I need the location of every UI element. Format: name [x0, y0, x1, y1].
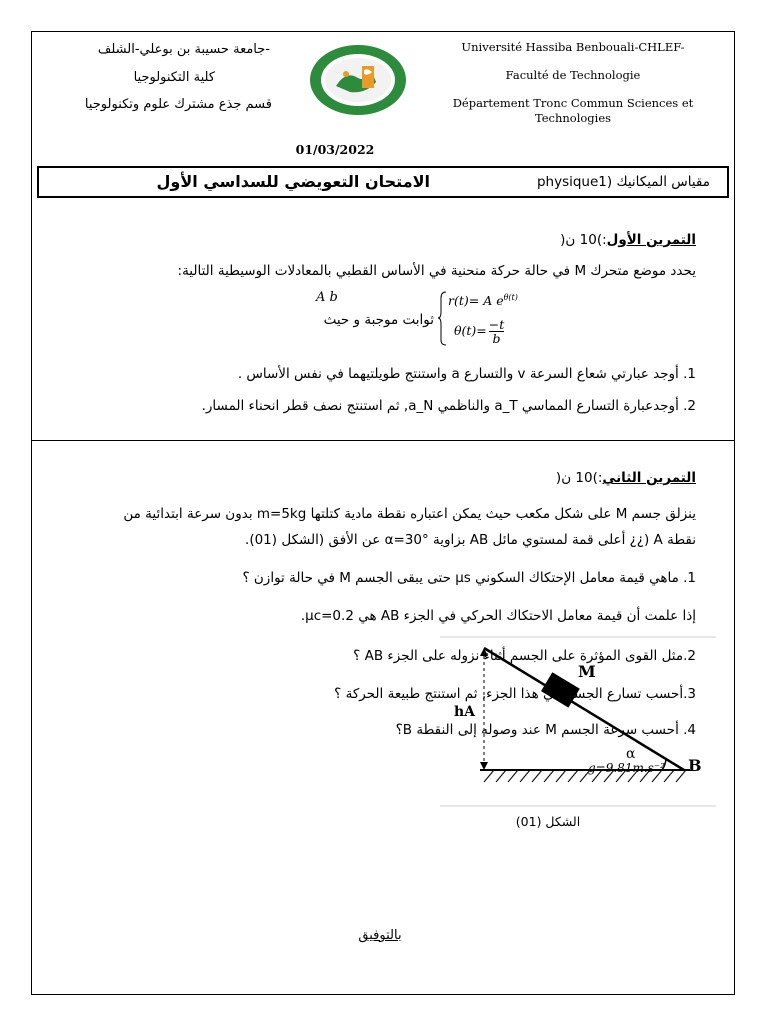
ex2-points: :)10 ن( [555, 470, 603, 486]
ex1-equation-theta: θ(t)= $\frac{-t}{b}$ [454, 317, 505, 346]
figure-label-hA: hA [454, 704, 476, 720]
ex1-heading [530, 232, 696, 248]
ex1-question-1: 1. أوجد عبارتي شعاع السرعة v والتسارع a واستنتج طويلتيهما في نفس الأساس . [237, 366, 696, 382]
figure-caption: الشكل (01) [515, 814, 581, 829]
ex1-constants-text: ثوابت موجبة و حيث [323, 312, 434, 328]
figure-label-B: B [688, 756, 702, 775]
header-fr-department: Département Tronc Commun Sciences et [452, 96, 694, 110]
exam-date: 01/03/2022 [295, 142, 375, 157]
figure-gravity: g=9.81m.s⁻² [588, 761, 665, 775]
ex2-question-2: 2.مثل القوى المؤثرة على الجسم أثناء نزوله على الجزء AB ؟ [353, 648, 696, 664]
ex2-question-4: 4. أحسب سرعة الجسم M عند وصوله إلى النقطة B؟ [395, 722, 696, 738]
ex1-heading-title: التمرين الأول [606, 232, 696, 248]
ex1-intro: يحدد موضع متحرك M في حالة حركة منحنية في الأساس القطبي بالمعادلات الوسيطية التالية: [177, 263, 696, 279]
ex1-question-2: 2. أوجدعبارة التسارع المماسي a_T والناظمي a_N, ثم استنتج نصف قطر انحناء المسار. [201, 398, 696, 414]
ex2-intro-line2: نقطة A (¿¿ أعلى قمة لمستوي مائل AB بزاوية α=30° عن الأفق (الشكل (01). [245, 532, 696, 548]
ex1-constants-symbols: A b [316, 290, 338, 305]
header-ar-university: -جامعة حسيبة بن بوعلي-الشلف [97, 42, 270, 57]
university-logo [306, 42, 410, 118]
exam-title: الامتحان التعويضي للسداسي الأول [156, 172, 430, 191]
ex1-points: :)10 ن( [560, 232, 607, 248]
module-title: مقياس الميكانيك (physique1 [536, 174, 710, 190]
ex2-heading-title: التمرين الثاني [602, 470, 696, 486]
ex2-question-1: 1. ماهي قيمة معامل الإحتكاك السكوني μs حتى يبقى الجسم M في حالة توازن ؟ [242, 570, 696, 586]
figure-label-alpha: α [626, 746, 636, 762]
header-ar-department: قسم جذع مشترك علوم وتكنولوجيا [84, 97, 272, 112]
ex2-heading [520, 470, 696, 486]
header-fr-faculty: Faculté de Technologie [505, 68, 641, 82]
closing-wish: بالتوفيق [358, 928, 402, 943]
figure-label-M: M [578, 662, 596, 681]
header-fr-university: Université Hassiba Benbouali-CHLEF- [461, 40, 685, 54]
ex1-equation-r: r(t)= A $e^{\theta(t)}$ [448, 293, 518, 309]
header-ar-faculty: كلية التكنولوجيا [133, 70, 215, 85]
header-fr-department-cont: Technologies [534, 111, 612, 125]
ex2-question-3: 3.أحسب تسارع الجسم في هذا الجزء, ثم استنتج طبيعة الحركة ؟ [334, 686, 696, 702]
section-divider [31, 440, 735, 441]
ex2-intro-line1: ينزلق جسم M على شكل مكعب حيث يمكن اعتباره نقطة مادية كتلتها m=5kg بدون سرعة ابتدائية من [123, 506, 696, 522]
ex2-question-1b: إذا علمت أن قيمة معامل الاحتكاك الحركي في الجزء AB هي μc=0.2. [300, 608, 696, 624]
